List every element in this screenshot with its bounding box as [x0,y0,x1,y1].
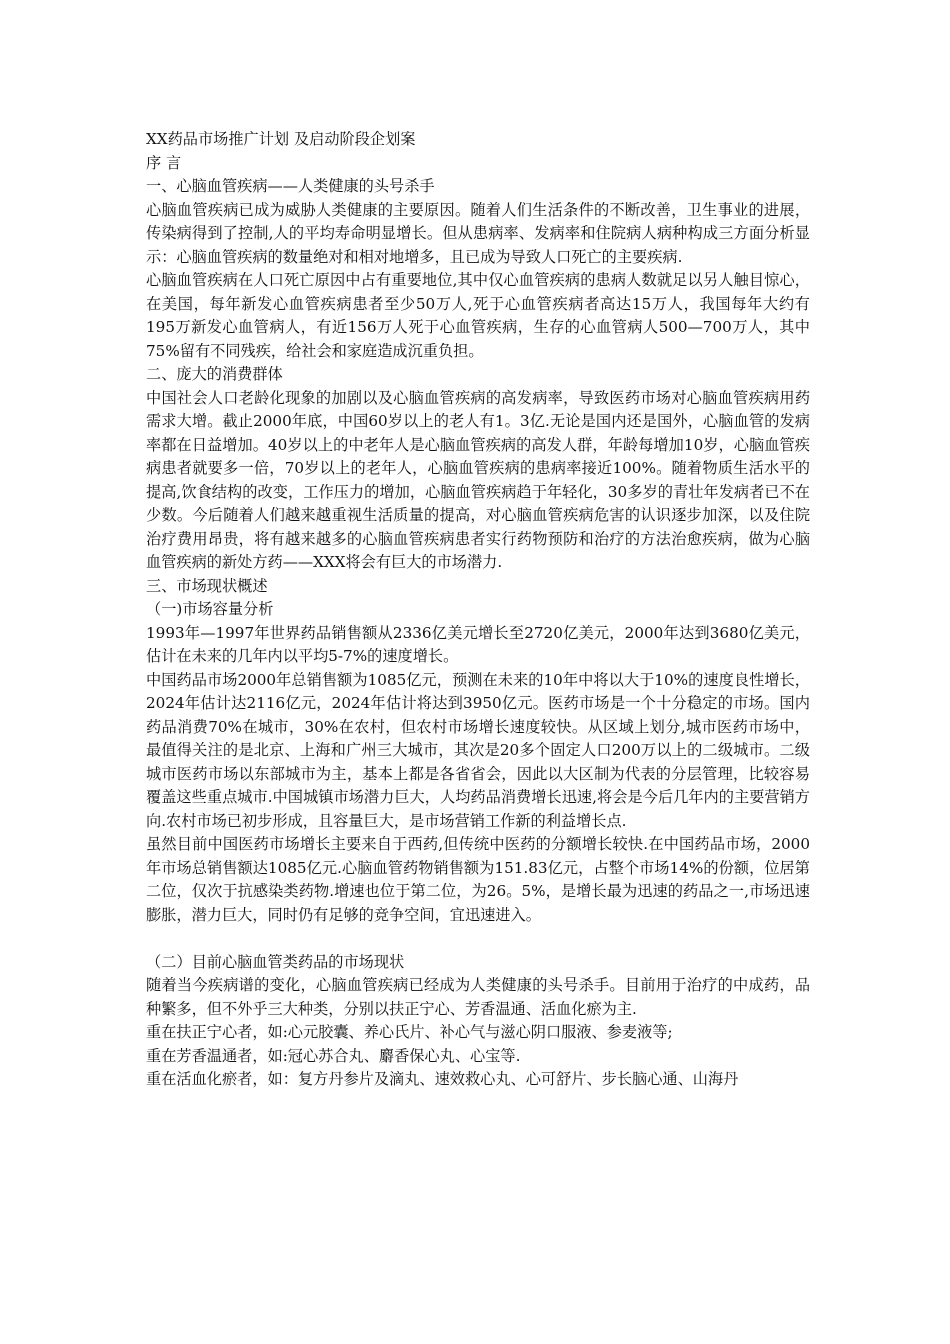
blank-line [146,927,810,951]
section-1-paragraph-1: 心脑血管疾病已成为威胁人类健康的主要原因。随着人们生活条件的不断改善，卫生事业的进展，传染病得到了控制,人的平均寿命明显增长。但从患病率、发病率和住院病人病种构成三方面分析显示：心脑血管疾病的数量绝对和相对地增多，且已成为导致人口死亡的主要疾病. [146,200,810,266]
document-title: XX药品市场推广计划 及启动阶段企划案 [146,130,416,148]
subsection-2-paragraph-4: 重在活血化瘀者，如：复方丹参片及滴丸、速效救心丸、心可舒片、步长脑心通、山海丹 [146,1070,739,1088]
document-page [146,128,810,1092]
section-3-heading: 三、市场现状概述 [146,576,268,595]
preface-heading: 序 言 [146,153,182,172]
subsection-2-heading: （二）目前心脑血管类药品的市场现状 [146,952,405,971]
subsection-2-paragraph-2: 重在扶正宁心者，如:心元胶囊、养心氏片、补心气与滋心阴口服液、参麦液等; [146,1023,673,1041]
section-1-paragraph-2: 心脑血管疾病在人口死亡原因中占有重要地位,其中仅心血管疾病的患病人数就足以另人触目惊心，在美国，每年新发心血管疾病患者至少50万人,死于心血管疾病者高达15万人，我国每年大约有195万新发心血管病人，有近156万人死于心血管疾病，生存的心血管病人500—700万人，其中75%留有不同残疾，给社会和家庭造成沉重负担。 [146,271,810,360]
subsection-1-heading: （一)市场容量分析 [146,600,274,618]
subsection-2-paragraph-3: 重在芳香温通者，如:冠心苏合丸、麝香保心丸、心宝等. [146,1046,521,1065]
section-2-heading: 二、庞大的消费群体 [146,365,283,383]
subsection-1-paragraph-1: 1993年—1997年世界药品销售额从2336亿美元增长至2720亿美元，2000年达到3680亿美元，估计在未来的几年内以平均5-7%的速度增长。 [146,623,810,665]
section-1-heading: 一、心脑血管疾病——人类健康的头号杀手 [146,177,435,195]
section-2-paragraph-1: 中国社会人口老龄化现象的加剧以及心脑血管疾病的高发病率，导致医药市场对心脑血管疾病用药需求大增。截止2000年底，中国60岁以上的老人有1。3亿.无论是国内还是国外，心脑血管的发病率都在日益增加。40岁以上的中老年人是心脑血管疾病的高发人群，年龄每增加10岁，心脑血管疾病患者就要多一倍，70岁以上的老年人，心脑血管疾病的患病率接近100%。随着物质生活水平的提高,饮食结构的改变，工作压力的增加，心脑血管疾病趋于年轻化，30多岁的青壮年发病者已不在少数。今后随着人们越来越重视生活质量的提高，对心脑血管疾病危害的认识逐步加深，以及住院治疗费用昂贵，将有越来越多的心脑血管疾病患者实行药物预防和治疗的方法治愈疾病，做为心脑血管疾病的新处方药——XXX将会有巨大的市场潜力. [146,388,810,571]
subsection-1-paragraph-2: 中国药品市场2000年总销售额为1085亿元，预测在未来的10年中将以大于10%的速度良性增长，2024年估计达2116亿元，2024年估计将达到3950亿元。医药市场是一个十分稳定的市场。国内药品消费70%在城市，30%在农村，但农村市场增长速度较快。从区域上划分,城市医药市场中，最值得关注的是北京、上海和广州三大城市，其次是20多个固定人口200万以上的二级城市。二级城市医药市场以东部城市为主，基本上都是各省省会，因此以大区制为代表的分层管理，比较容易覆盖这些重点城市.中国城镇市场潜力巨大，人均药品消费增长迅速,将会是今后几年内的主要营销方向.农村市场已初步形成，且容量巨大，是市场营销工作新的利益增长点. [146,670,810,830]
subsection-1-paragraph-3: 虽然目前中国医药市场增长主要来自于西药,但传统中医药的分额增长较快.在中国药品市场，2000年市场总销售额达1085亿元.心脑血管药物销售额为151.83亿元，占整个市场14%的份额，位居第二位，仅次于抗感染类药物.增速也位于第二位，为26。5%，是增长最为迅速的药品之一,市场迅速膨胀，潜力巨大，同时仍有足够的竞争空间，宜迅速进入。 [146,835,810,924]
subsection-2-paragraph-1: 随着当今疾病谱的变化，心脑血管疾病已经成为人类健康的头号杀手。目前用于治疗的中成药，品种繁多，但不外乎三大种类，分别以扶正宁心、芳香温通、活血化瘀为主. [146,976,810,1018]
